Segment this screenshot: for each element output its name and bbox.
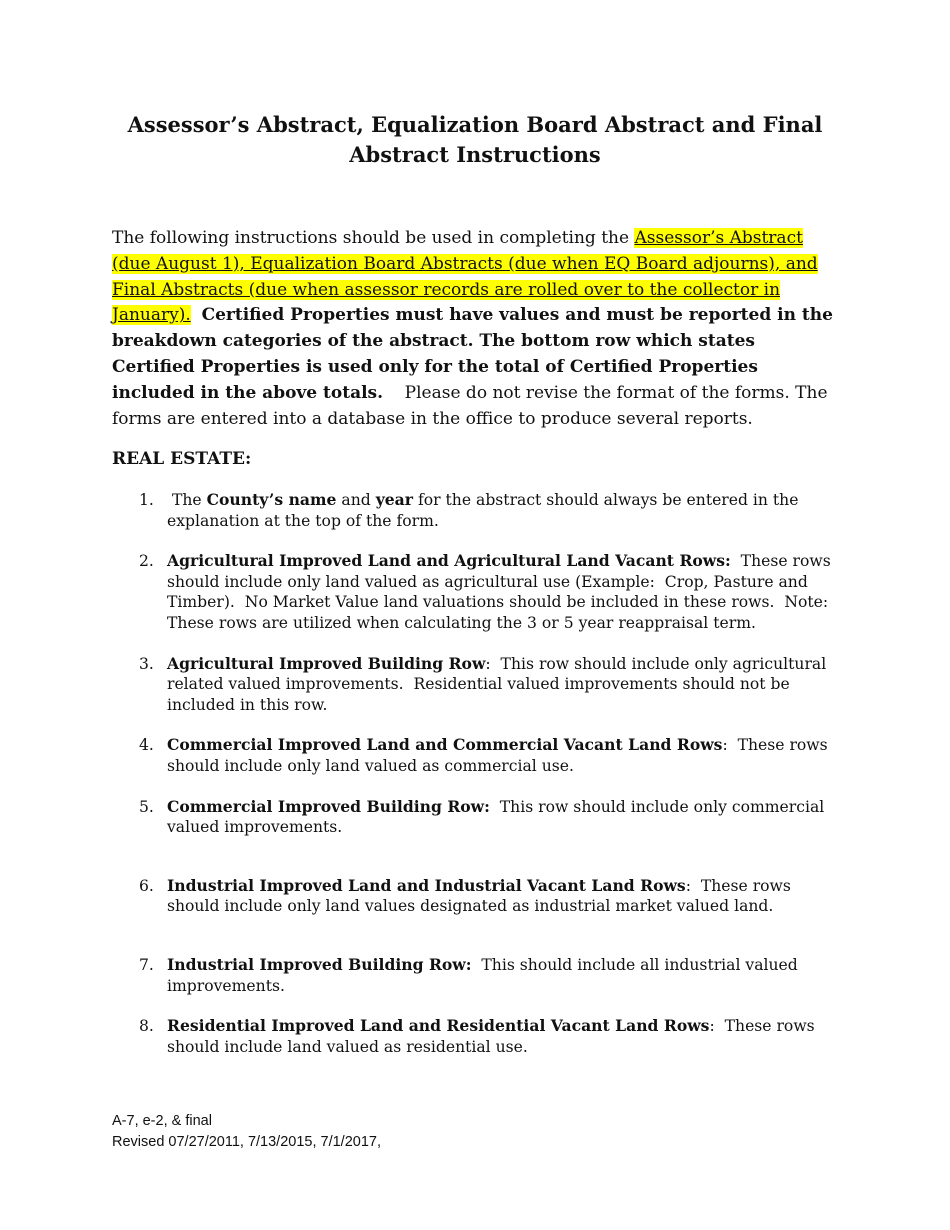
item-bold: year bbox=[375, 490, 413, 509]
item-bold: Industrial Improved Building Row: bbox=[167, 954, 472, 974]
list-item bbox=[112, 797, 842, 838]
title-line-2: Abstract Instructions bbox=[349, 142, 601, 167]
instruction-list bbox=[112, 490, 842, 1057]
list-item bbox=[112, 735, 842, 776]
list-item bbox=[112, 551, 842, 633]
intro-highlight: Assessor’s Abstract (due August 1), Equalization Board Abstracts (due when EQ Board adjourns), and Final Abstracts (due when assessor records are rolled over to the collector in January). bbox=[112, 228, 818, 326]
item-number: 5. bbox=[139, 797, 154, 816]
item-text: : These rows should include land valued as residential use. bbox=[167, 1017, 820, 1056]
item-number: 3. bbox=[139, 654, 154, 673]
item-number: 7. bbox=[139, 955, 154, 974]
item-text: These rows should include only land valued as agricultural use (Example: Crop, Pasture and Timber). No Market Value land valuations should be included in these rows. Note: These rows are utilized when calculating the 3 or 5 year reappraisal term. bbox=[167, 552, 839, 632]
item-text: : These rows should include only land valued as commercial use. bbox=[167, 736, 833, 775]
item-text: and bbox=[336, 491, 376, 509]
page-title bbox=[112, 110, 838, 170]
item-text: : This row should include only agricultural related valued improvements. Residential valued improvements should not be included in this row. bbox=[167, 654, 832, 714]
item-bold: Residential Improved Land and Residential Vacant Land Rows bbox=[167, 1016, 710, 1036]
footer bbox=[112, 1111, 381, 1153]
item-bold: Industrial Improved Land and Industrial Vacant Land Rows bbox=[167, 875, 686, 895]
item-bold: Commercial Improved Building Row: bbox=[167, 796, 490, 816]
intro-tail: Please do not revise the format of the forms. The forms are entered into a database in the office to produce several reports. bbox=[112, 382, 828, 429]
footer-line-1: A-7, e-2, & final bbox=[112, 1113, 212, 1129]
list-item bbox=[112, 654, 842, 716]
list-item bbox=[112, 955, 842, 996]
item-bold: Agricultural Improved Land and Agricultural Land Vacant Rows: bbox=[167, 551, 731, 571]
intro-paragraph bbox=[112, 226, 842, 432]
item-text: This should include all industrial valued improvements. bbox=[167, 955, 803, 995]
item-text: : These rows should include only land values designated as industrial market valued land. bbox=[167, 876, 796, 916]
list-item bbox=[112, 490, 842, 531]
item-text: This row should include only commercial valued improvements. bbox=[167, 797, 830, 837]
section-heading: REAL ESTATE: bbox=[112, 449, 252, 469]
item-bold: County’s name bbox=[206, 490, 337, 509]
list-item bbox=[112, 1016, 842, 1057]
item-number: 2. bbox=[139, 552, 154, 571]
item-number: 8. bbox=[139, 1017, 154, 1036]
footer-revised: Revised 07/27/2011, 7/13/2015, 7/1/2017, bbox=[112, 1134, 382, 1150]
item-number: 4. bbox=[139, 736, 154, 755]
item-bold: Commercial Improved Land and Commercial Vacant Land Rows bbox=[167, 735, 723, 755]
intro-lead: The following instructions should be used in completing the bbox=[112, 228, 635, 248]
intro-bold: Certified Properties must have values and must be reported in the breakdown categories of the abstract. The bottom row which states Certified Properties is used only for the total of Certified Properties included in the above totals. bbox=[112, 305, 833, 403]
title-line-1: Assessor’s Abstract, Equalization Board Abstract and Final bbox=[127, 112, 823, 137]
list-item bbox=[112, 876, 842, 917]
item-bold: Agricultural Improved Building Row bbox=[167, 653, 486, 673]
item-text: The bbox=[167, 491, 207, 509]
item-number: 6. bbox=[139, 876, 154, 895]
item-number: 1. bbox=[139, 491, 154, 509]
item-text: for the abstract should always be entered in the explanation at the top of the form. bbox=[167, 491, 799, 530]
